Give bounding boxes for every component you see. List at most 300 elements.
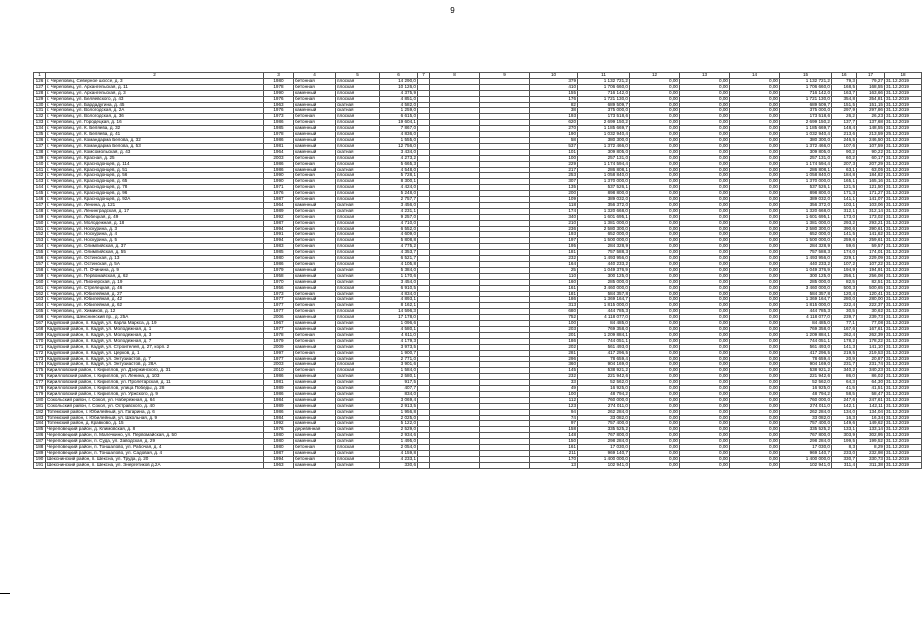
table-cell: 30,5 [832,309,857,315]
table-cell: 4 548,0 [380,167,418,173]
table-cell: 538 921,2 [780,368,832,374]
table-cell: бетонная [294,197,336,203]
table-cell: 390,6 [832,226,857,232]
table-cell: 31.12.2019 [885,332,922,338]
table-cell: г. Череповец, ул. Архангельская, д. 3 [46,90,264,96]
table-cell: 221 942,6 [780,374,832,380]
table-cell: 148 [34,208,46,214]
table-cell: Череповецкий район, п. Малечкино, ул. Первомайская, д. 50 [46,433,264,439]
table-cell: 31.12.2019 [885,315,922,321]
table-cell: 178,2 [832,338,857,344]
table-cell: 1984 [264,397,294,403]
table-cell: Кадуйский район, п. Кадуй, ул. Энтузиастов, д. 7 [46,356,264,362]
table-cell: 211 [530,451,578,457]
table-cell: 500,3 [832,285,857,291]
table-cell: 303,9 [832,433,857,439]
table-cell: 0,00 [630,120,680,126]
table-cell: 0,00 [730,214,780,220]
table-cell: плоская [336,78,380,84]
table-cell: 0,00 [680,285,730,291]
table-cell: скатная [336,326,380,332]
table-cell: 25 [530,267,578,273]
table-cell: 1973 [264,114,294,120]
table-cell: 1980 [264,445,294,451]
table-cell: 0,00 [630,214,680,220]
table-cell: 184,8 [832,173,857,179]
table-cell: 256,08 [857,273,885,279]
table-cell: 78 659,4 [578,356,630,362]
table-cell: 0,00 [730,386,780,392]
table-cell: 1958 [264,273,294,279]
table-cell: 1967 [264,321,294,327]
table-cell: 0,00 [680,456,730,462]
table-cell: каменный [294,462,336,468]
table-cell: 178,22 [857,338,885,344]
table-cell: бетонная [294,244,336,250]
table-cell: 0,00 [680,250,730,256]
table-cell: плоская [336,220,380,226]
table-cell: 137,7 [832,120,857,126]
table-cell: 4 273,2 [380,155,418,161]
table-cell: каменный [294,344,336,350]
table-cell: 904 169,0 [578,362,630,368]
table-cell: 0,00 [680,439,730,445]
table-cell: каменный [294,362,336,368]
table-cell: 4 836,0 [380,132,418,138]
table-cell: плоская [336,84,380,90]
table-cell: 142,11 [857,403,885,409]
table-cell: 0,00 [630,262,680,268]
table-cell: 170 [34,338,46,344]
table-cell: 262 284,0 [578,409,630,415]
table-cell: 181 [34,403,46,409]
column-number: 3 [264,73,294,79]
table-cell: 1978 [264,84,294,90]
table-cell: 102 941,0 [578,462,630,468]
table-cell: 259,61 [857,238,885,244]
table-cell: 141,5 [832,232,857,238]
table-cell: скатная [336,374,380,380]
table-cell: 1 493 956,0 [780,256,832,262]
table-cell: 7 867,0 [380,126,418,132]
table-cell: 1 185 669,7 [578,126,630,132]
table-cell: плоская [336,244,380,250]
table-cell: 652 000,0 [780,232,832,238]
table-cell: бетонная [294,303,336,309]
table-cell: 31.12.2019 [885,326,922,332]
table-cell: г. Череповец, ул. Олимпийская, д. 37 [46,244,264,250]
table-cell: 107,6 [832,143,857,149]
table-cell: 0,00 [630,250,680,256]
table-cell: г. Череповец, ул. Носкурина, д. 4 [46,232,264,238]
table-cell: скатная [336,291,380,297]
table-cell: 769 358,0 [780,326,832,332]
table-cell: скатная [336,279,380,285]
table-cell: 0,00 [680,291,730,297]
table-cell: 0,00 [680,403,730,409]
table-cell: 239,7 [832,315,857,321]
table-cell: 0,00 [730,421,780,427]
table-cell: 31.12.2019 [885,291,922,297]
table-cell: 167 [34,321,46,327]
table-cell: 31.12.2019 [885,415,922,421]
table-cell: г. Череповец, ул. Юбилейная, д. 27 [46,291,264,297]
table-cell: 2 934,6 [380,433,418,439]
column-number: 1 [34,73,46,79]
table-cell: 1 170,6 [380,273,418,279]
table-cell: каменный [294,137,336,143]
table-cell: 0,00 [630,161,680,167]
table-cell: 0,00 [680,208,730,214]
table-cell: 1956 [264,285,294,291]
table-cell: 1 058 840,0 [780,173,832,179]
table-cell: каменный [294,285,336,291]
table-cell: 158 [530,427,578,433]
table-cell: 311,4 [832,462,857,468]
table-cell: 769 358,0 [578,326,630,332]
table-cell: каменный [294,167,336,173]
table-cell: 133,1 [832,427,857,433]
table-cell: бетонная [294,173,336,179]
table-cell: 58,47 [857,391,885,397]
table-cell: бетонная [294,161,336,167]
table-cell: 0,00 [680,214,730,220]
table-cell: 201 [530,332,578,338]
table-cell: 0,00 [680,137,730,143]
table-cell: 120,4 [832,291,857,297]
table-cell: бетонная [294,191,336,197]
table-cell: 0,00 [680,96,730,102]
table-cell: 757 400,0 [780,421,832,427]
table-cell: 262,39 [857,332,885,338]
table-cell: 31.12.2019 [885,126,922,132]
table-cell: 168,5 [832,84,857,90]
table-cell: 4 611,0 [380,332,418,338]
table-cell: 78 659,4 [780,356,832,362]
table-cell: 173 518,6 [780,114,832,120]
table-cell: г. Череповец, ул. Носкурина, д. 3 [46,226,264,232]
table-cell: 137,68 [857,120,885,126]
table-cell: каменный [294,126,336,132]
table-cell: 0,00 [630,226,680,232]
table-cell: 97 [530,421,578,427]
table-cell: 4 118 077,0 [780,315,832,321]
table-cell: 31.12.2019 [885,90,922,96]
table-cell: скатная [336,297,380,303]
table-cell: 168,55 [857,84,885,90]
table-cell: плоская [336,114,380,120]
table-cell: 166 [34,315,46,321]
table-cell: 0,00 [630,220,680,226]
table-cell: 31.12.2019 [885,303,922,309]
table-cell: 10 126,0 [380,84,418,90]
table-cell: 31.12.2019 [885,155,922,161]
column-number: 5 [336,73,380,79]
table-cell: 130 [34,102,46,108]
table-cell: 129 [34,96,46,102]
table-cell: г. Череповец, ул. Командарма Белова, д. 53 [46,143,264,149]
table-cell: 0,00 [730,315,780,321]
table-cell: 0,00 [630,78,680,84]
table-cell: плоская [336,285,380,291]
table-cell: 153 [34,238,46,244]
table-cell: скатная [336,415,380,421]
table-cell: 0,00 [680,143,730,149]
table-cell: 49 [530,386,578,392]
table-cell: 144 [34,185,46,191]
table-cell: 31.12.2019 [885,262,922,268]
table-cell: 0,00 [630,291,680,297]
table-cell: каменный [294,409,336,415]
table-cell [480,462,530,468]
table-cell: скатная [336,403,380,409]
table-cell: г. Череповец, ул. Носкурина, д. 5 [46,238,264,244]
table-cell: 109 [530,197,578,203]
table-cell: 300 125,0 [578,273,630,279]
table-cell: плоская [336,120,380,126]
table-cell: Череповецкий район, д. Климовская, д. 8 [46,427,264,433]
table-cell: бетонная [294,309,336,315]
table-cell: плоская [336,256,380,262]
table-cell: 0,00 [730,433,780,439]
table-cell: 186 [530,338,578,344]
table-cell: 31.12.2019 [885,309,922,315]
table-cell: 173 [34,356,46,362]
table-cell: Тотемский район, г. Юбилейный, ул. Школьная, д. 9 [46,415,264,421]
table-cell: плоская [336,126,380,132]
table-cell: 161 [530,445,578,451]
table-cell: 1 320 668,0 [578,208,630,214]
table-cell: 145 [530,368,578,374]
table-cell: 0,00 [730,250,780,256]
table-cell: 154 [34,244,46,250]
table-cell: 917,5 [380,380,418,386]
table-cell: 0,00 [730,368,780,374]
table-cell: каменный [294,439,336,445]
table-cell: каменный [294,397,336,403]
table-cell: 0,00 [630,326,680,332]
table-cell: 102 941,0 [780,462,832,468]
table-cell: 6 521,7 [380,256,418,262]
table-cell: 200 [530,191,578,197]
table-cell: 0,00 [630,451,680,457]
table-cell: 898 800,0 [578,191,630,197]
table-cell: 118 [530,202,578,208]
table-cell: 0,00 [730,208,780,214]
table-cell: 2006 [264,315,294,321]
table-cell: 1 369 164,7 [578,297,630,303]
table-cell: 262,4 [832,332,857,338]
table-cell: 1 500 000,0 [578,238,630,244]
table-cell: 164 [34,303,46,309]
table-cell: 82 [530,102,578,108]
table-cell: 259,6 [832,238,857,244]
table-cell: 3 973,5 [380,344,418,350]
table-cell: 1963 [264,102,294,108]
table-cell: 2 054,0 [380,445,418,451]
table-cell: 0,00 [630,267,680,273]
table-cell: 898 800,0 [780,191,832,197]
table-cell: 0,00 [630,102,680,108]
table-cell: 0,00 [730,84,780,90]
table-cell: 31.12.2019 [885,102,922,108]
table-cell: 0,00 [630,285,680,291]
table-cell: 131 [34,108,46,114]
table-cell: 313 [530,303,578,309]
table-cell: г. Череповец, ул. Комсомольская, д. 43 [46,149,264,155]
table-cell: бетонная [294,262,336,268]
table-cell: 1 400 000,0 [780,456,832,462]
table-cell: 312,1 [832,208,857,214]
table-cell: 0,00 [680,84,730,90]
table-cell: 1994 [264,226,294,232]
table-cell: 31.12.2019 [885,149,922,155]
table-cell: 86,02 [857,374,885,380]
table-cell: 0,00 [730,256,780,262]
table-cell: 0,00 [730,179,780,185]
table-cell: 1979 [264,338,294,344]
table-cell: 0,00 [730,90,780,96]
table-cell: 171,27 [857,191,885,197]
table-cell: 274 011,0 [578,403,630,409]
table-cell: 4 233,1 [380,456,418,462]
table-cell: 33 082,0 [578,415,630,421]
table-cell: 652 000,0 [578,232,630,238]
table-cell: 270 [530,126,578,132]
table-cell: 0,00 [680,451,730,457]
table-cell: 188 [34,445,46,451]
table-cell: 1990 [264,179,294,185]
column-number: 10 [530,73,578,79]
table-cell: 213,59 [857,132,885,138]
column-number: 6 [380,73,418,79]
table-cell: 0,00 [630,202,680,208]
table-cell: 222,4 [832,303,857,309]
table-cell: 285 000,0 [780,279,832,285]
table-cell: 6 615,0 [380,114,418,120]
table-cell: 5 808,8 [380,238,418,244]
table-cell: 140 [34,161,46,167]
table-cell: 175 [34,368,46,374]
table-cell: 298 284,0 [578,439,630,445]
table-cell: 103,1 [832,202,857,208]
table-cell: 2009 [264,344,294,350]
table-cell: 0,00 [680,397,730,403]
table-cell: 537 526,1 [780,185,832,191]
table-cell: 103,06 [857,202,885,208]
table-cell: г. Череповец, ул. Архангельская, д. 11 [46,84,264,90]
table-cell: скатная [336,350,380,356]
table-cell: 969 140,7 [780,451,832,457]
table-cell: 0,00 [680,338,730,344]
table-cell: скатная [336,208,380,214]
table-cell: 0,00 [630,421,680,427]
table-cell: 444 785,3 [578,309,630,315]
table-cell: г. Череповец, ул. Ленина, д. 121 [46,202,264,208]
table-cell: 417 296,5 [578,350,630,356]
table-cell: 229 [530,161,578,167]
table-cell: 620 [530,120,578,126]
table-cell: 31.12.2019 [885,167,922,173]
table-cell: 1987 [264,451,294,457]
table-cell: 31.12.2019 [885,137,922,143]
table-cell: 757 588,3 [578,250,630,256]
table-cell: 0,00 [630,197,680,203]
table-cell: 2010 [264,368,294,374]
table-cell: 82,5 [832,279,857,285]
column-number: 9 [480,73,530,79]
table-cell: бетонная [294,256,336,262]
table-cell: 165 [34,309,46,315]
table-cell: г. Череповец, ул. Юбилейная, д. 42 [46,297,264,303]
table-cell: скатная [336,427,380,433]
table-cell: 31.12.2019 [885,397,922,403]
table-cell: 330,7 [832,456,857,462]
table-cell: бетонная [294,185,336,191]
table-cell: 31.12.2019 [885,120,922,126]
table-cell: 77,08 [857,321,885,327]
table-cell: бетонная [294,226,336,232]
table-cell: 744 051,1 [578,338,630,344]
table-cell: 300 125,0 [780,273,832,279]
table-cell: 0,00 [630,374,680,380]
table-cell: 64,3 [832,380,857,386]
table-cell: бетонная [294,96,336,102]
table-cell: 107,59 [857,143,885,149]
table-cell: 1 209 884,1 [780,332,832,338]
table-cell: каменный [294,356,336,362]
table-cell: 100 [530,321,578,327]
table-cell: 0,00 [680,421,730,427]
table-cell: 41,5 [832,386,857,392]
column-number: 11 [578,73,630,79]
table-cell: 0,00 [630,386,680,392]
table-cell: 1 495,0 [380,439,418,445]
table-cell: 173,02 [857,214,885,220]
table-cell: 1 721 130,0 [578,96,630,102]
table-cell: 30,62 [857,309,885,315]
table-cell: 1976 [264,427,294,433]
table-cell: 1994 [264,238,294,244]
table-cell: 0,00 [730,185,780,191]
table-cell: 1 815 000,0 [578,303,630,309]
table-cell: бетонная [294,350,336,356]
table-cell: 4 375,9 [380,90,418,96]
table-cell: бетонная [294,179,336,185]
table-cell: 136 [34,137,46,143]
table-cell: 0,00 [730,326,780,332]
table-cell: 31.12.2019 [885,362,922,368]
table-cell: 137 [34,143,46,149]
table-cell: 0,00 [630,303,680,309]
table-cell: каменный [294,326,336,332]
table-cell: 538 921,2 [578,368,630,374]
table-cell: 760 000,0 [578,397,630,403]
table-cell: 309 805,0 [578,149,630,155]
table-cell: 1 132 721,2 [578,78,630,84]
table-cell: 31.12.2019 [885,321,922,327]
table-cell: каменный [294,403,336,409]
table-cell: 31.12.2019 [885,427,922,433]
table-cell: 31.12.2019 [885,250,922,256]
table-cell: 1 706 660,0 [780,84,832,90]
table-cell: 311,38 [857,462,885,468]
table-cell: 9 257,0 [380,214,418,220]
table-cell: 0,00 [680,303,730,309]
table-cell: г. Череповец, ул. Пионерская, д. 19 [46,279,264,285]
table-cell: 64,30 [857,380,885,386]
table-cell: 31.12.2019 [885,391,922,397]
